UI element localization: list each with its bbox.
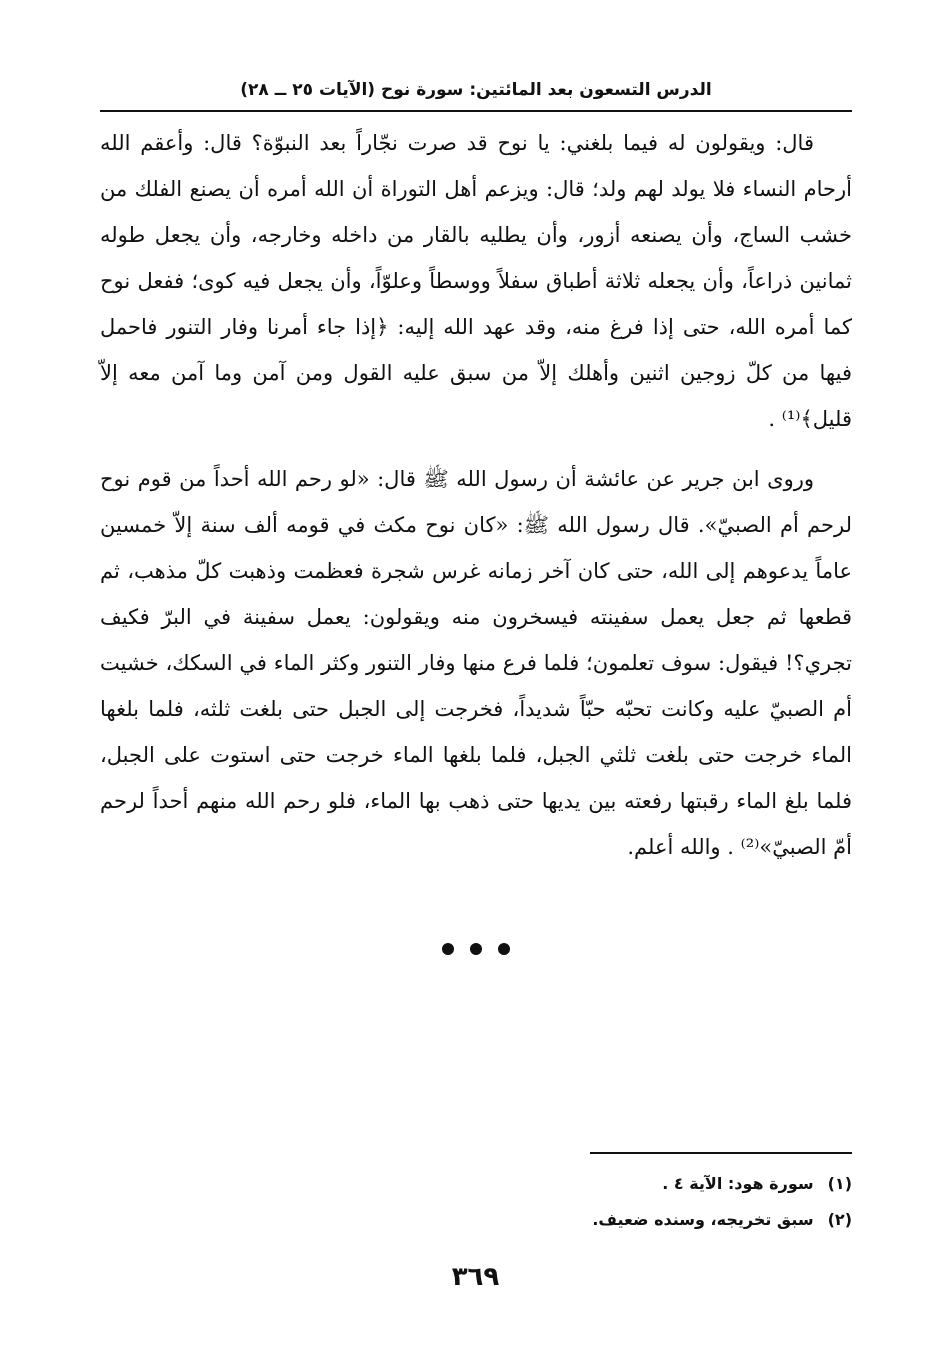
main-text (100, 120, 852, 870)
footnote-text: سبق تخريجه، وسنده ضعيف. (592, 1210, 814, 1229)
separator-dot (470, 943, 482, 955)
footnote-number: (١) (827, 1174, 852, 1193)
paragraph-1: قال: ويقولون له فيما بلغني: يا نوح قد صرت نجّاراً بعد النبوّة؟ قال: وأعقم الله أرحام النساء فلا يولد لهم ولد؛ قال: ويزعم أهل التوراة أن الله أمره أن يصنع الفلك من خشب الساج، وأن يصنعه أزور، وأن يطليه بالقار من داخله وخارجه، وأن يجعل طوله ثمانين ذراعاً، وأن يجعله ثلاثة أطباق سفلاً ووسطاً وعلوّاً، وأن يجعل فيه كوى؛ ففعل نوح كما أمره الله، حتى إذا فرغ منه، وقد عهد الله إليه: ﴿إذا جاء أمرنا وفار التنور فاحمل فيها من كلّ زوجين اثنين وأهلك إلاّ من سبق عليه القول ومن آمن وما آمن معه إلاّ قليل﴾⁽¹⁾ . (100, 131, 852, 431)
separator-dot (442, 943, 454, 955)
footnote-1 (100, 1166, 852, 1202)
footnote-rule (590, 1152, 852, 1154)
paragraph-2: وروى ابن جرير عن عائشة أن رسول الله ﷺ قال: «لو رحم الله أحداً من قوم نوح لرحم أم الصبيّ». قال رسول الله ﷺ: «كان نوح مكث في قومه ألف سنة إلاّ خمسين عاماً يدعوهم إلى الله، حتى كان آخر زمانه غرس شجرة فعظمت وذهبت كلّ مذهب، ثم قطعها ثم جعل يعمل سفينته فيسخرون منه ويقولون: يعمل سفينة في البرّ فكيف تجري؟! فيقول: سوف تعلمون؛ فلما فرع منها وفار التنور وكثر الماء في السكك، خشيت أم الصبيّ عليه وكانت تحبّه حبّاً شديداً، فخرجت إلى الجبل حتى بلغت ثلثه، فلما بلغها الماء خرجت حتى بلغت ثلثي الجبل، فلما بلغها الماء خرجت حتى استوت على الجبل، فلما بلغ الماء رقبتها رفعته بين يديها حتى ذهب بها الماء، فلو رحم الله منهم أحداً لرحم أمّ الصبيّ»⁽²⁾ . والله أعلم. (100, 467, 852, 859)
header-rule (100, 110, 852, 112)
page-number: ٣٦٩ (451, 1262, 500, 1292)
section-separator (0, 940, 951, 959)
footnotes (100, 1166, 852, 1238)
footnote-number: (٢) (827, 1210, 852, 1229)
footnote-text: سورة هود: الآية ٤ . (662, 1174, 814, 1193)
separator-dot (498, 943, 510, 955)
running-header: الدرس التسعون بعد المائتين: سورة نوح (الآيات ٢٥ ــ ٢٨) (240, 80, 712, 100)
footnote-2 (100, 1202, 852, 1238)
